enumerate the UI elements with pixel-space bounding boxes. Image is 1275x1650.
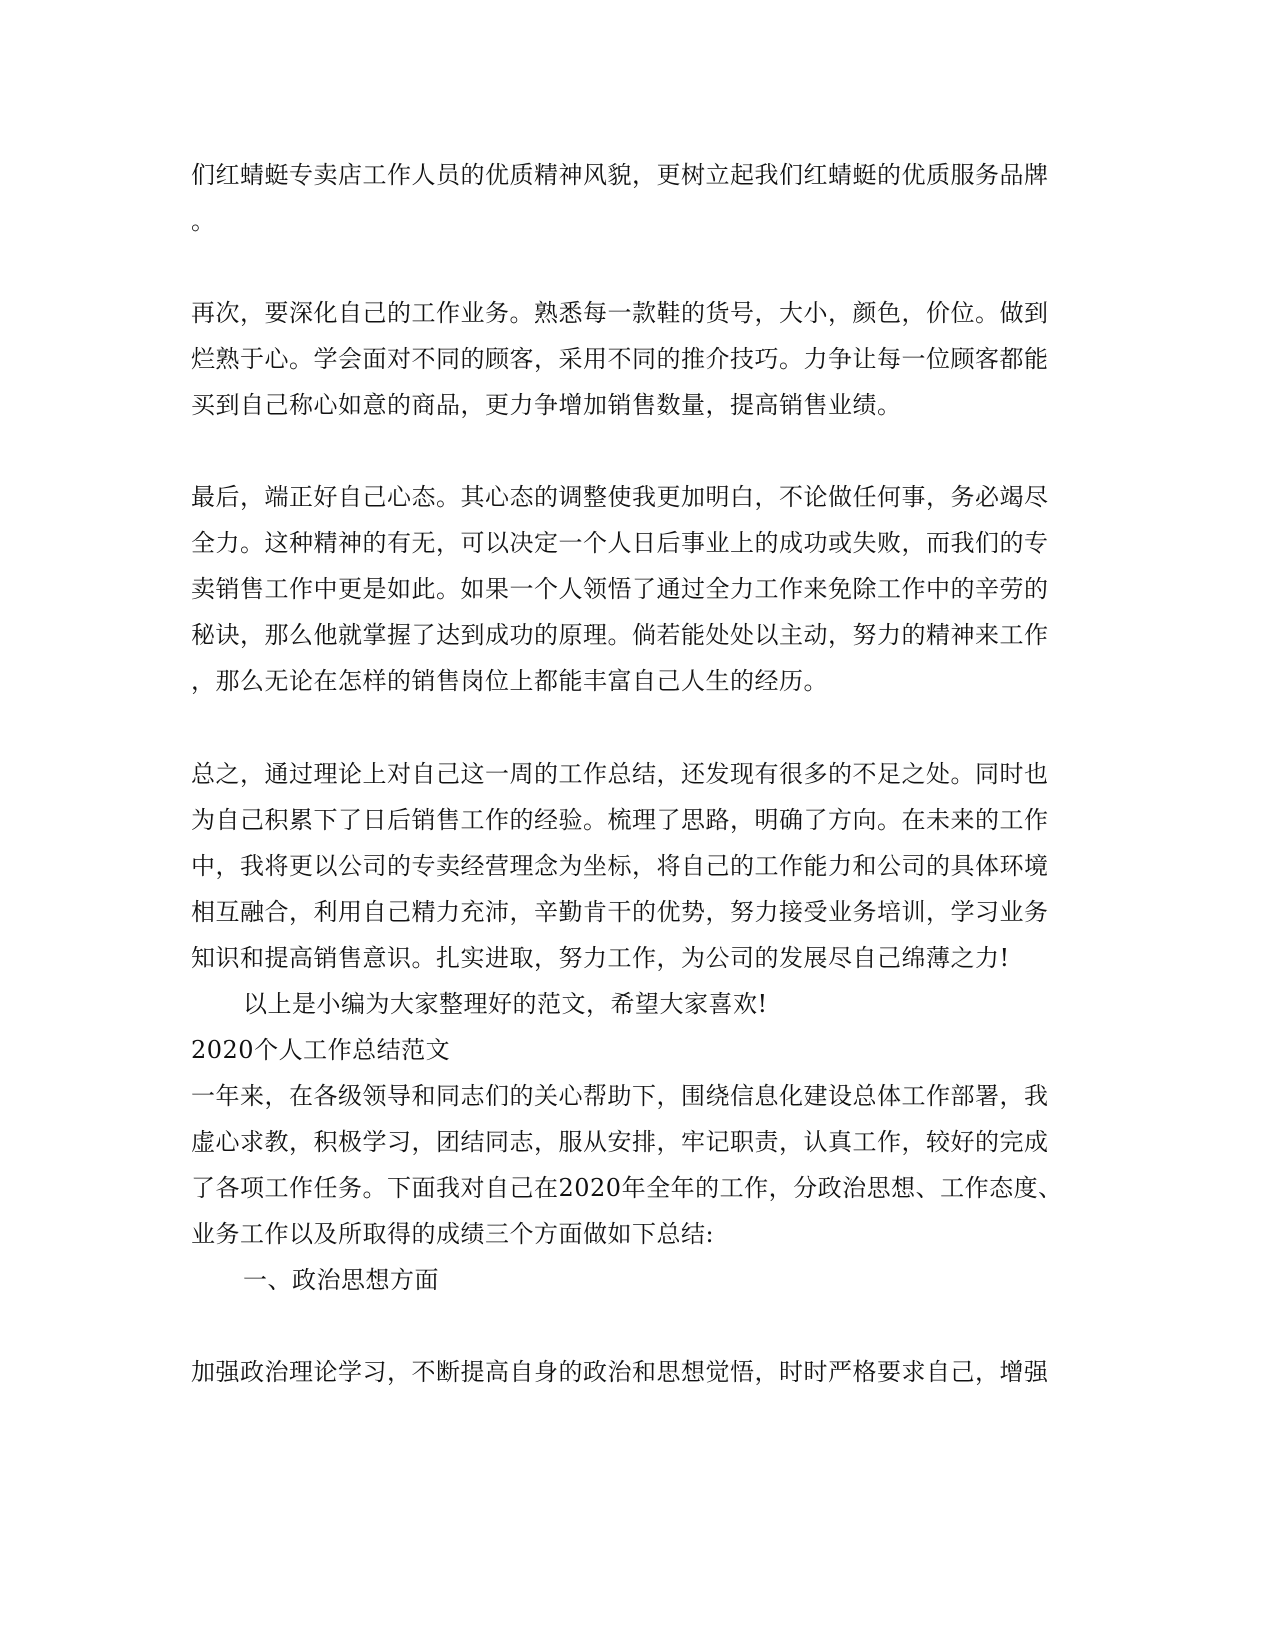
text-line: 烂熟于心。学会面对不同的顾客，采用不同的推介技巧。力争让每一位顾客都能 bbox=[191, 345, 1049, 373]
text-line: 虚心求教，积极学习，团结同志，服从安排，牢记职责，认真工作，较好的完成 bbox=[191, 1128, 1049, 1156]
text-line: 为自己积累下了日后销售工作的经验。梳理了思路，明确了方向。在未来的工作 bbox=[191, 806, 1049, 834]
text-line: 加强政治理论学习，不断提高自身的政治和思想觉悟，时时严格要求自己，增强 bbox=[191, 1358, 1049, 1386]
closing-note: 以上是小编为大家整理好的范文，希望大家喜欢! bbox=[243, 990, 768, 1018]
text-line: 一年来，在各级领导和同志们的关心帮助下，围绕信息化建设总体工作部署，我 bbox=[191, 1082, 1049, 1110]
text-line: 秘诀，那么他就掌握了达到成功的原理。倘若能处处以主动，努力的精神来工作 bbox=[191, 621, 1049, 649]
text-line: 了各项工作任务。下面我对自己在2020年全年的工作，分政治思想、工作态度、 bbox=[191, 1174, 1063, 1202]
text-line: 最后，端正好自己心态。其心态的调整使我更加明白，不论做任何事，务必竭尽 bbox=[191, 483, 1049, 511]
text-line: 相互融合，利用自己精力充沛，辛勤肯干的优势，努力接受业务培训，学习业务 bbox=[191, 898, 1049, 926]
text-line: 。 bbox=[191, 207, 216, 235]
text-line: 中，我将更以公司的专卖经营理念为坐标，将自己的工作能力和公司的具体环境 bbox=[191, 852, 1049, 880]
text-line: 们红蜻蜓专卖店工作人员的优质精神风貌，更树立起我们红蜻蜓的优质服务品牌 bbox=[191, 161, 1049, 189]
text-line: 总之，通过理论上对自己这一周的工作总结，还发现有很多的不足之处。同时也 bbox=[191, 760, 1049, 788]
text-line: ，那么无论在怎样的销售岗位上都能丰富自己人生的经历。 bbox=[191, 667, 828, 695]
text-line: 卖销售工作中更是如此。如果一个人领悟了通过全力工作来免除工作中的辛劳的 bbox=[191, 575, 1049, 603]
text-line: 买到自己称心如意的商品，更力争增加销售数量，提高销售业绩。 bbox=[191, 391, 902, 419]
text-line: 全力。这种精神的有无，可以决定一个人日后事业上的成功或失败，而我们的专 bbox=[191, 529, 1049, 557]
subheading: 一、政治思想方面 bbox=[243, 1266, 439, 1294]
text-line: 业务工作以及所取得的成绩三个方面做如下总结: bbox=[191, 1220, 715, 1248]
section-title: 2020个人工作总结范文 bbox=[191, 1036, 451, 1064]
text-line: 知识和提高销售意识。扎实进取，努力工作，为公司的发展尽自己绵薄之力! bbox=[191, 944, 1010, 972]
text-line: 再次，要深化自己的工作业务。熟悉每一款鞋的货号，大小，颜色，价位。做到 bbox=[191, 299, 1049, 327]
